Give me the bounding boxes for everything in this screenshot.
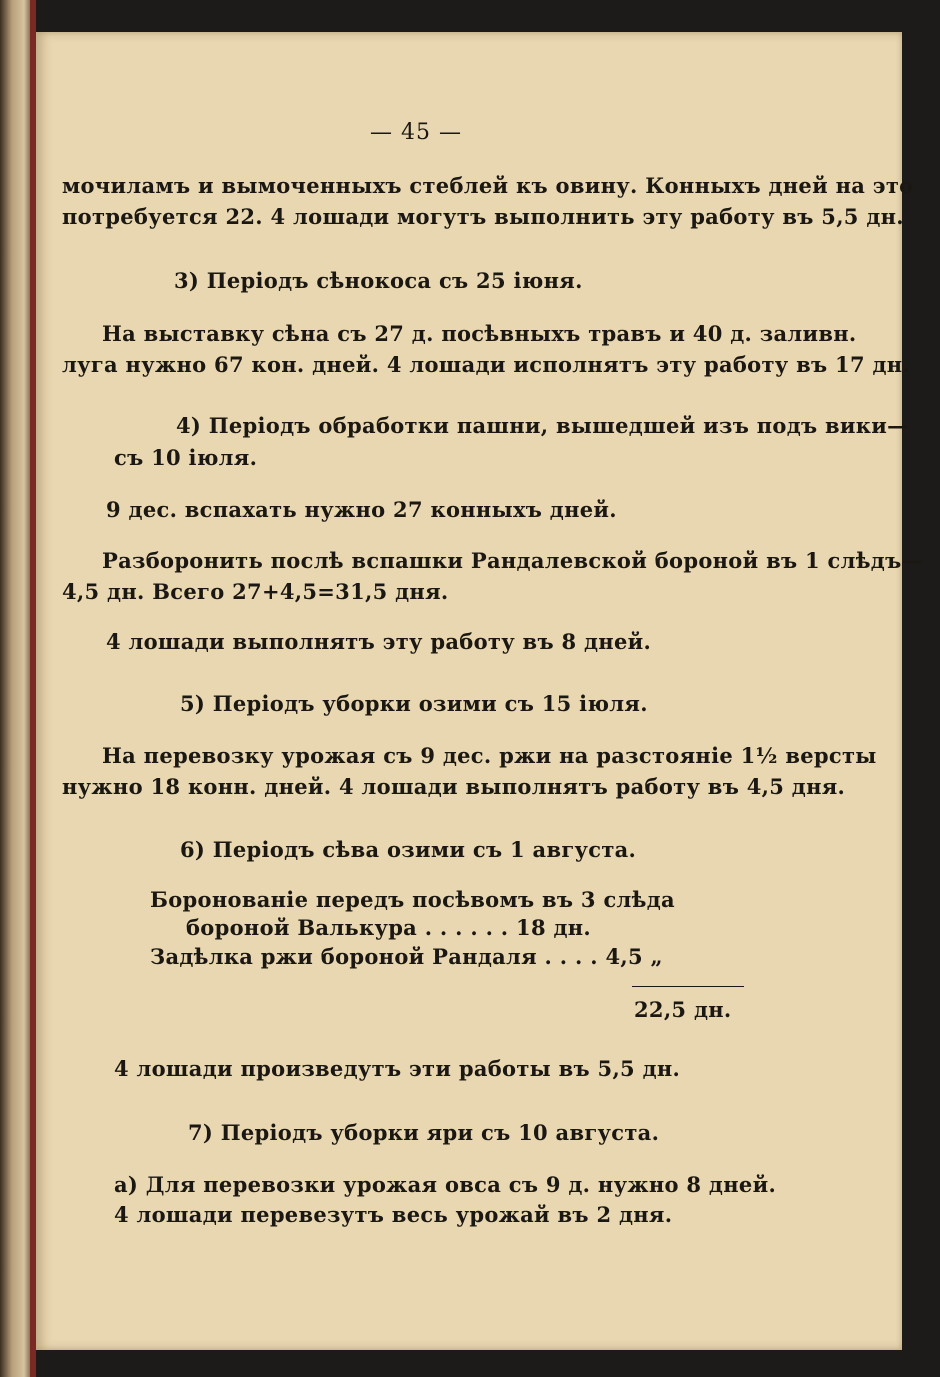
section-heading: 3) Періодъ сѣнокоса съ 25 іюня. bbox=[174, 268, 583, 293]
text-line: На выставку сѣна съ 27 д. посѣвныхъ травъ и 40 д. заливн. bbox=[102, 321, 857, 346]
table-text: Боронованіе передъ посѣвомъ въ 3 слѣда bbox=[150, 887, 675, 912]
text-line: а) Для перевозки урожая овса съ 9 д. нужно 8 дней. bbox=[114, 1172, 777, 1197]
text-line: 4,5 дн. Всего 27+4,5=31,5 дня. bbox=[62, 579, 449, 604]
text-line: потребуется 22. 4 лошади могутъ выполнить эту работу въ 5,5 дн. bbox=[62, 204, 904, 229]
text-line: съ 10 іюля. bbox=[114, 445, 258, 470]
table-total: 22,5 дн. bbox=[634, 997, 732, 1022]
table-text: Задѣлка ржи бороной Рандаля . . . . 4,5 „ bbox=[150, 944, 663, 969]
text-line: На перевозку урожая съ 9 дес. ржи на разстояніе 1½ версты bbox=[102, 743, 877, 768]
text-line: 4 лошади перевезутъ весь урожай въ 2 дня. bbox=[114, 1202, 673, 1227]
adjacent-page-edge bbox=[0, 0, 30, 1377]
section-heading: 4) Періодъ обработки пашни, вышедшей изъ подъ вики— bbox=[176, 413, 909, 438]
text-line: 4 лошади выполнятъ эту работу въ 8 дней. bbox=[106, 629, 652, 654]
table-text: бороной Валькура . . . . . . 18 дн. bbox=[186, 915, 592, 940]
section-heading: 7) Періодъ уборки яри съ 10 августа. bbox=[188, 1120, 660, 1145]
page-number: — 45 — bbox=[370, 120, 462, 145]
text-line: луга нужно 67 кон. дней. 4 лошади исполнятъ эту работу въ 17 дн. bbox=[62, 352, 911, 377]
text-line: нужно 18 конн. дней. 4 лошади выполнятъ работу въ 4,5 дня. bbox=[62, 774, 846, 799]
section-heading: 6) Періодъ сѣва озими съ 1 августа. bbox=[180, 837, 637, 862]
text-line: 9 дес. вспахать нужно 27 конныхъ дней. bbox=[106, 497, 617, 522]
text-line: 4 лошади произведутъ эти работы въ 5,5 дн. bbox=[114, 1056, 681, 1081]
section-heading: 5) Періодъ уборки озими съ 15 іюля. bbox=[180, 691, 648, 716]
sum-rule bbox=[632, 986, 744, 987]
book-page bbox=[36, 32, 923, 1350]
text-line: мочиламъ и вымоченныхъ стеблей къ овину. Конныхъ дней на это bbox=[62, 173, 914, 198]
text-line: Разборонить послѣ вспашки Рандалевской бороной въ 1 слѣдъ— bbox=[102, 548, 923, 573]
